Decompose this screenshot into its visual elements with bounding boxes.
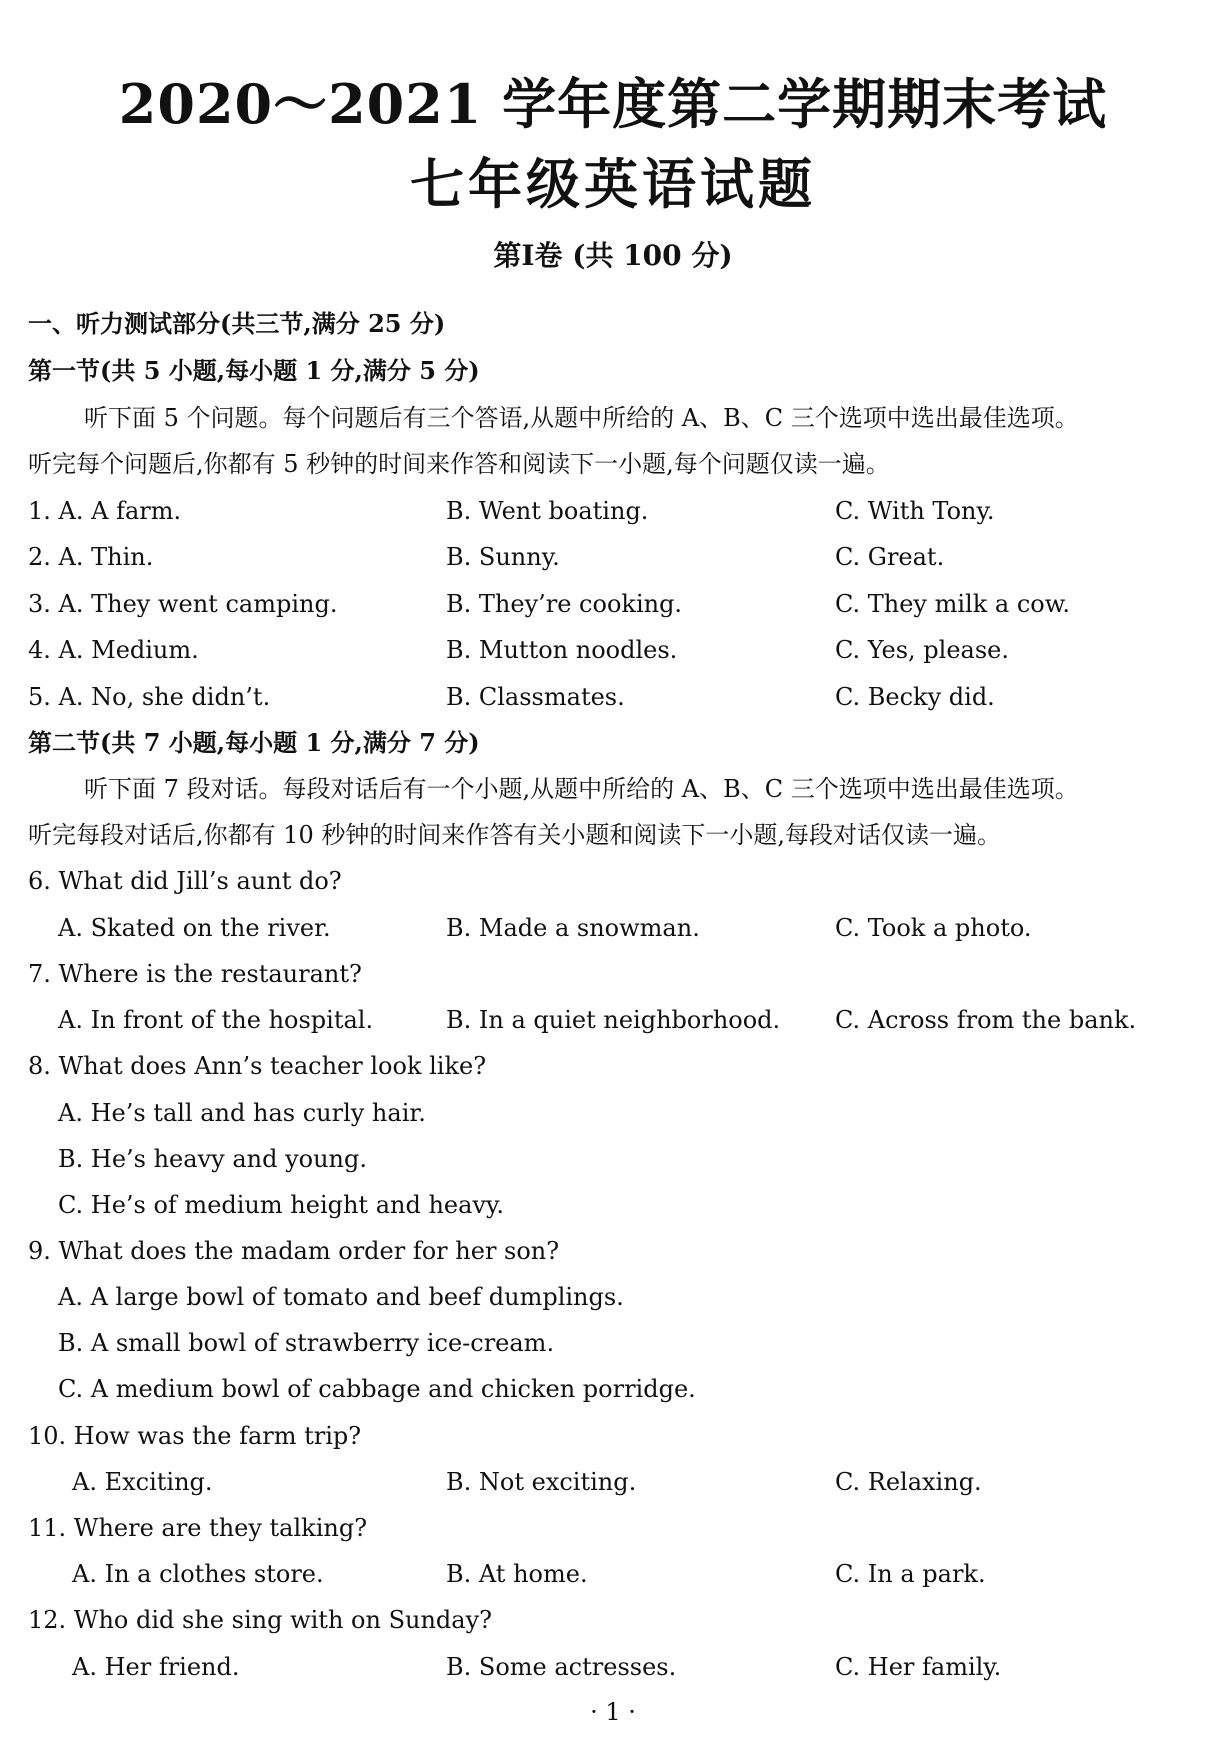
- option-b: B. Classmates.: [446, 683, 625, 711]
- option-a: A. Skated on the river.: [58, 914, 331, 942]
- option-c: C. He’s of medium height and heavy.: [58, 1191, 504, 1219]
- option-c: C. With Tony.: [835, 497, 995, 525]
- option-a: A. Her friend.: [72, 1653, 240, 1681]
- question-8-stem: 8. What does Ann’s teacher look like?: [28, 1052, 487, 1080]
- question-1: [0, 496, 1226, 526]
- question-2: [0, 542, 1226, 572]
- option-c: C. Yes, please.: [835, 636, 1009, 664]
- option-b: B. Some actresses.: [446, 1653, 677, 1681]
- question-5: [0, 682, 1226, 712]
- option-a: 5. A. No, she didn’t.: [28, 683, 271, 711]
- option-c: C. In a park.: [835, 1560, 986, 1588]
- question-6-options: [0, 913, 1226, 943]
- section1-heading: 第一节(共 5 小题,每小题 1 分,满分 5 分): [28, 356, 480, 385]
- option-b: B. At home.: [446, 1560, 588, 1588]
- question-12-stem: 12. Who did she sing with on Sunday?: [28, 1606, 493, 1634]
- exam-subtitle: 七年级英语试题: [410, 152, 816, 216]
- option-c: C. They milk a cow.: [835, 590, 1071, 618]
- question-3: [0, 589, 1226, 619]
- question-10-options: [0, 1467, 1226, 1497]
- option-a: A. A large bowl of tomato and beef dumplings.: [58, 1283, 624, 1311]
- option-a: 3. A. They went camping.: [28, 590, 338, 618]
- question-7-stem: 7. Where is the restaurant?: [28, 960, 362, 988]
- option-c: C. Great.: [835, 543, 945, 571]
- volume-heading: 第Ⅰ卷 (共 100 分): [493, 239, 733, 272]
- option-a: 1. A. A farm.: [28, 497, 182, 525]
- part-heading: 一、听力测试部分(共三节,满分 25 分): [28, 309, 446, 338]
- option-c: C. A medium bowl of cabbage and chicken porridge.: [58, 1375, 696, 1403]
- section2-heading: 第二节(共 7 小题,每小题 1 分,满分 7 分): [28, 728, 480, 757]
- option-b: B. They’re cooking.: [446, 590, 683, 618]
- question-7-options: [0, 1005, 1226, 1035]
- question-9-stem: 9. What does the madam order for her son?: [28, 1237, 560, 1265]
- question-10-stem: 10. How was the farm trip?: [28, 1422, 362, 1450]
- section1-instruction-cont: 听完每个问题后,你都有 5 秒钟的时间来作答和阅读下一小题,每个问题仅读一遍。: [28, 450, 890, 478]
- option-b: B. A small bowl of strawberry ice-cream.: [58, 1329, 555, 1357]
- option-b: B. Mutton noodles.: [446, 636, 678, 664]
- option-c: C. Across from the bank.: [835, 1006, 1137, 1034]
- option-a: 2. A. Thin.: [28, 543, 154, 571]
- option-c: C. Relaxing.: [835, 1468, 982, 1496]
- option-b: B. He’s heavy and young.: [58, 1145, 367, 1173]
- question-4: [0, 635, 1226, 665]
- question-11-stem: 11. Where are they talking?: [28, 1514, 368, 1542]
- question-6-stem: 6. What did Jill’s aunt do?: [28, 867, 342, 895]
- option-c: C. Her family.: [835, 1653, 1002, 1681]
- section1-instruction: 听下面 5 个问题。每个问题后有三个答语,从题中所给的 A、B、C 三个选项中选出最佳选项。: [84, 404, 1079, 432]
- exam-title: 2020～2021 学年度第二学期期末考试: [118, 72, 1108, 136]
- option-a: A. In front of the hospital.: [58, 1006, 374, 1034]
- section2-instruction: 听下面 7 段对话。每段对话后有一个小题,从题中所给的 A、B、C 三个选项中选出最佳选项。: [84, 775, 1079, 803]
- question-12-options: [0, 1652, 1226, 1682]
- option-a: A. He’s tall and has curly hair.: [58, 1099, 426, 1127]
- page-number: · 1 ·: [590, 1698, 636, 1726]
- section2-instruction-cont: 听完每段对话后,你都有 10 秒钟的时间来作答有关小题和阅读下一小题,每段对话仅读一遍。: [28, 821, 1002, 849]
- option-a: 4. A. Medium.: [28, 636, 199, 664]
- option-b: B. Sunny.: [446, 543, 560, 571]
- option-a: A. Exciting.: [72, 1468, 213, 1496]
- question-11-options: [0, 1559, 1226, 1589]
- option-c: C. Becky did.: [835, 683, 995, 711]
- option-b: B. Went boating.: [446, 497, 649, 525]
- option-b: B. Not exciting.: [446, 1468, 637, 1496]
- option-b: B. Made a snowman.: [446, 914, 700, 942]
- option-b: B. In a quiet neighborhood.: [446, 1006, 781, 1034]
- option-a: A. In a clothes store.: [72, 1560, 324, 1588]
- option-c: C. Took a photo.: [835, 914, 1032, 942]
